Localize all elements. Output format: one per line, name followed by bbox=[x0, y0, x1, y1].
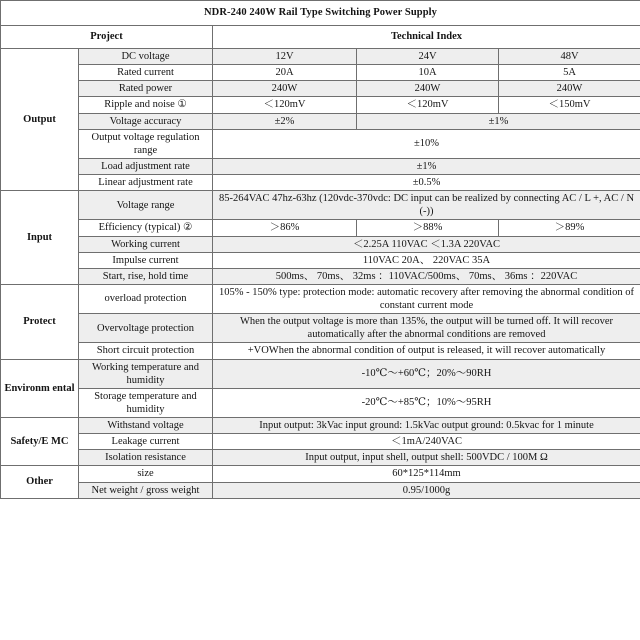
cell-size: 60*125*114mm bbox=[213, 466, 640, 482]
table-row bbox=[1, 49, 640, 65]
column-header-technical-index: Technical Index bbox=[213, 26, 640, 49]
cell-ripple-48v: ＜150mV bbox=[499, 97, 640, 113]
cell-rated-power-12v: 240W bbox=[213, 81, 357, 97]
table-row bbox=[1, 158, 640, 174]
cell-rated-power-48v: 240W bbox=[499, 81, 640, 97]
table-row bbox=[1, 284, 640, 313]
cell-rated-current-12v: 20A bbox=[213, 65, 357, 81]
cell-overvoltage-protection: When the output voltage is more than 135%, the output will be turned off. It will recover automatically after the abnormal conditions are removed bbox=[213, 314, 640, 343]
cell-isolation-resistance: Input output, input shell, output shell: 500VDC / 100M Ω bbox=[213, 450, 640, 466]
table-row bbox=[1, 252, 640, 268]
row-label-isolation-resistance: Isolation resistance bbox=[79, 450, 213, 466]
cell-dc-voltage-48v: 48V bbox=[499, 49, 640, 65]
section-label-safety-emc: Safety/E MC bbox=[1, 418, 79, 466]
cell-voltage-accuracy-12v: ±2% bbox=[213, 113, 357, 129]
table-row bbox=[1, 434, 640, 450]
row-label-working-temperature-humidity: Working temperature and humidity bbox=[79, 359, 213, 388]
cell-rated-current-48v: 5A bbox=[499, 65, 640, 81]
column-header-project: Project bbox=[1, 26, 213, 49]
cell-net-gross-weight: 0.95/1000g bbox=[213, 482, 640, 498]
section-label-protect: Protect bbox=[1, 284, 79, 359]
section-label-environmental: Environm ental bbox=[1, 359, 79, 418]
row-label-size: size bbox=[79, 466, 213, 482]
cell-short-circuit-protection: +VOWhen the abnormal condition of output is released, it will recover automatically bbox=[213, 343, 640, 359]
page-title: NDR-240 240W Rail Type Switching Power Supply bbox=[1, 1, 640, 26]
row-label-linear-adjustment-rate: Linear adjustment rate bbox=[79, 175, 213, 191]
row-label-efficiency: Efficiency (typical) ② bbox=[79, 220, 213, 236]
table-row bbox=[1, 236, 640, 252]
cell-working-current: ＜2.25A 110VAC ＜1.3A 220VAC bbox=[213, 236, 640, 252]
cell-efficiency-48v: ＞89% bbox=[499, 220, 640, 236]
cell-ripple-12v: ＜120mV bbox=[213, 97, 357, 113]
cell-efficiency-24v: ＞88% bbox=[357, 220, 499, 236]
row-label-voltage-range: Voltage range bbox=[79, 191, 213, 220]
cell-leakage-current: ＜1mA/240VAC bbox=[213, 434, 640, 450]
table-row bbox=[1, 450, 640, 466]
row-label-rated-power: Rated power bbox=[79, 81, 213, 97]
cell-start-rise-hold-time: 500ms、 70ms、 32ms ：110VAC/500ms、 70ms、 36ms ：220VAC bbox=[213, 268, 640, 284]
table-row bbox=[1, 314, 640, 343]
table-row bbox=[1, 418, 640, 434]
row-label-storage-temperature-humidity: Storage temperature and humidity bbox=[79, 388, 213, 417]
cell-output-voltage-regulation-range: ±10% bbox=[213, 129, 640, 158]
table-row bbox=[1, 191, 640, 220]
table-row bbox=[1, 482, 640, 498]
table-row bbox=[1, 343, 640, 359]
row-label-overvoltage-protection: Overvoltage protection bbox=[79, 314, 213, 343]
row-label-leakage-current: Leakage current bbox=[79, 434, 213, 450]
cell-rated-current-24v: 10A bbox=[357, 65, 499, 81]
title-row bbox=[1, 1, 640, 26]
table-row bbox=[1, 81, 640, 97]
table-row bbox=[1, 359, 640, 388]
cell-efficiency-12v: ＞86% bbox=[213, 220, 357, 236]
cell-overload-protection: 105% - 150% type: protection mode: automatic recovery after removing the abnormal condition of constant current mode bbox=[213, 284, 640, 313]
cell-load-adjustment-rate: ±1% bbox=[213, 158, 640, 174]
section-label-output: Output bbox=[1, 49, 79, 191]
table-row bbox=[1, 388, 640, 417]
cell-working-temperature-humidity: -10℃～+60℃；20%～90RH bbox=[213, 359, 640, 388]
cell-dc-voltage-24v: 24V bbox=[357, 49, 499, 65]
row-label-impulse-current: Impulse current bbox=[79, 252, 213, 268]
row-label-short-circuit-protection: Short circuit protection bbox=[79, 343, 213, 359]
cell-voltage-accuracy-rest: ±1% bbox=[357, 113, 640, 129]
cell-voltage-range: 85-264VAC 47hz-63hz (120vdc-370vdc: DC input can be realized by connecting AC / L +, AC / N (-)) bbox=[213, 191, 640, 220]
table-row bbox=[1, 175, 640, 191]
row-label-net-gross-weight: Net weight / gross weight bbox=[79, 482, 213, 498]
cell-withstand-voltage: Input output: 3kVac input ground: 1.5kVac output ground: 0.5kvac for 1 minute bbox=[213, 418, 640, 434]
table-row bbox=[1, 466, 640, 482]
table-row bbox=[1, 268, 640, 284]
table-row bbox=[1, 65, 640, 81]
row-label-withstand-voltage: Withstand voltage bbox=[79, 418, 213, 434]
cell-dc-voltage-12v: 12V bbox=[213, 49, 357, 65]
table-row bbox=[1, 220, 640, 236]
section-label-input: Input bbox=[1, 191, 79, 285]
row-label-load-adjustment-rate: Load adjustment rate bbox=[79, 158, 213, 174]
row-label-ripple-and-noise: Ripple and noise ① bbox=[79, 97, 213, 113]
section-label-other: Other bbox=[1, 466, 79, 498]
cell-impulse-current: 110VAC 20A、 220VAC 35A bbox=[213, 252, 640, 268]
table-row bbox=[1, 113, 640, 129]
row-label-output-voltage-regulation-range: Output voltage regulation range bbox=[79, 129, 213, 158]
cell-ripple-24v: ＜120mV bbox=[357, 97, 499, 113]
row-label-dc-voltage: DC voltage bbox=[79, 49, 213, 65]
cell-storage-temperature-humidity: -20℃～+85℃；10%～95RH bbox=[213, 388, 640, 417]
header-row bbox=[1, 26, 640, 49]
row-label-voltage-accuracy: Voltage accuracy bbox=[79, 113, 213, 129]
table-row bbox=[1, 97, 640, 113]
cell-rated-power-24v: 240W bbox=[357, 81, 499, 97]
row-label-working-current: Working current bbox=[79, 236, 213, 252]
row-label-rated-current: Rated current bbox=[79, 65, 213, 81]
table-row bbox=[1, 129, 640, 158]
row-label-start-rise-hold-time: Start, rise, hold time bbox=[79, 268, 213, 284]
row-label-overload-protection: overload protection bbox=[79, 284, 213, 313]
cell-linear-adjustment-rate: ±0.5% bbox=[213, 175, 640, 191]
